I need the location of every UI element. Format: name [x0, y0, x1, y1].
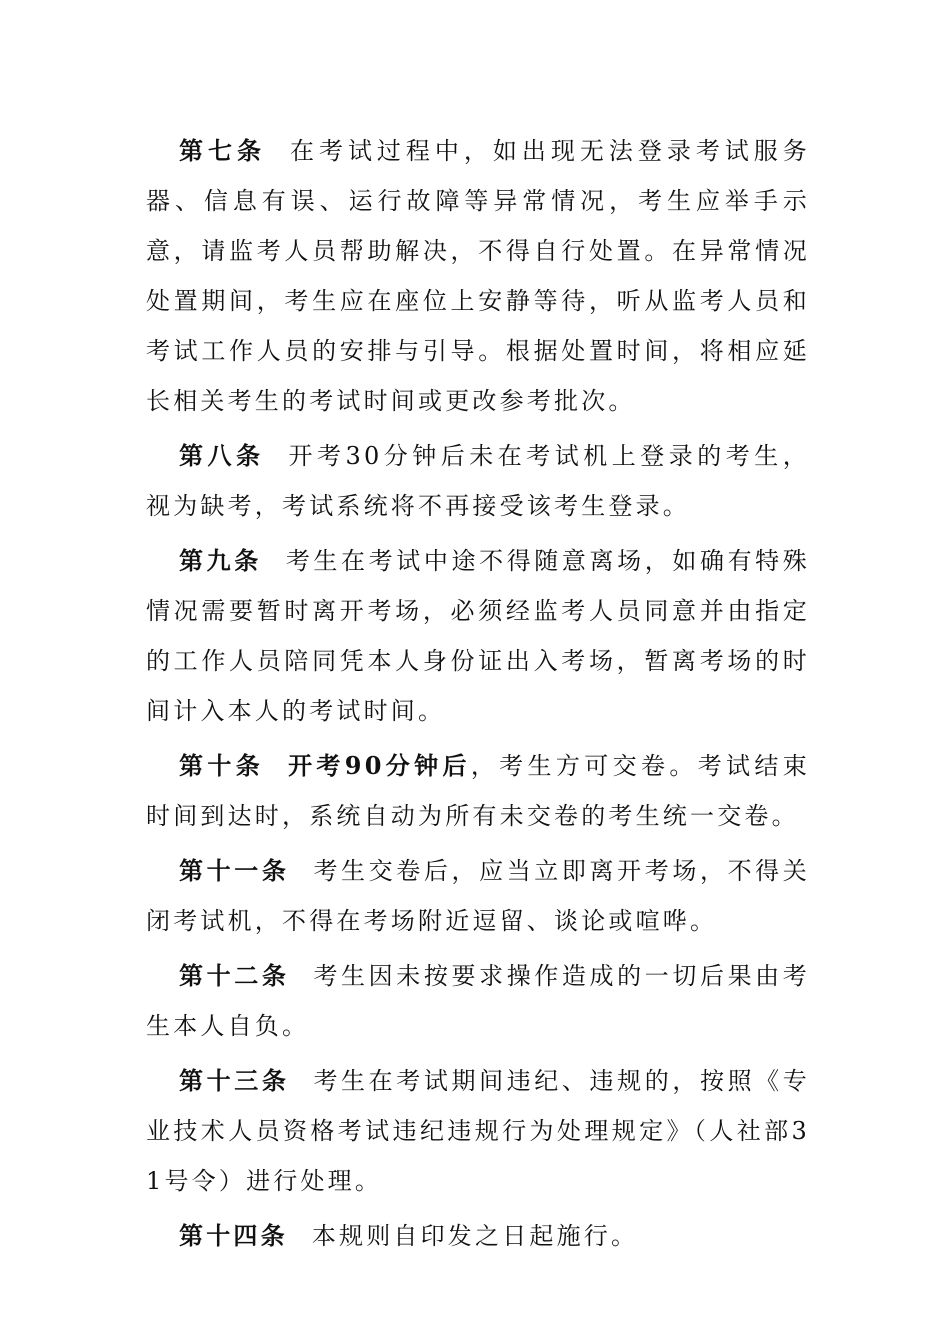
article-text: 考生交卷后，应当立即离开考场，不得关闭考试机，不得在考场附近逗留、谈论或喧哗。 [146, 857, 810, 935]
article-7 [146, 126, 810, 426]
article-12 [146, 951, 810, 1051]
article-number: 第八条 [179, 441, 265, 470]
article-text: 考生因未按要求操作造成的一切后果由考生本人自负。 [146, 962, 810, 1040]
article-text: 在考试过程中，如出现无法登录考试服务器、信息有误、运行故障等异常情况，考生应举手示意，请监考人员帮助解决，不得自行处置。在异常情况处置期间，考生应在座位上安静等待，听从监考人员和考试工作人员的安排与引导。根据处置时间，将相应延长相关考生的考试时间或更改参考批次。 [146, 137, 810, 415]
article-text: 本规则自印发之日起施行。 [311, 1222, 639, 1250]
article-number: 第十三条 [179, 1066, 290, 1095]
article-text: ，考生方可交卷。考试结束时间到达时，系统自动为所有未交卷的考生统一交卷。 [146, 752, 810, 830]
article-number: 第十条 [179, 751, 265, 780]
article-number: 第九条 [179, 546, 262, 575]
article-text: 考生在考试期间违纪、违规的，按照《专业技术人员资格考试违纪违规行为处理规定》（人社部31号令）进行处理。 [146, 1067, 810, 1195]
article-text: 考生在考试中途不得随意离场，如确有特殊情况需要暂时离开考场，必须经监考人员同意并由指定的工作人员陪同凭本人身份证出入考场，暂离考场的时间计入本人的考试时间。 [146, 547, 810, 725]
article-11 [146, 846, 810, 946]
article-14 [146, 1211, 810, 1261]
article-text: 开考30分钟后未在考试机上登录的考生，视为缺考，考试系统将不再接受该考生登录。 [146, 442, 810, 520]
article-bold-lead: 开考90分钟后 [288, 751, 471, 780]
article-number: 第十二条 [179, 961, 290, 990]
article-13 [146, 1056, 810, 1206]
article-9 [146, 536, 810, 736]
article-number: 第七条 [179, 136, 266, 165]
article-number: 第十一条 [179, 856, 290, 885]
article-10 [146, 741, 810, 841]
document-body [146, 126, 810, 1266]
article-8 [146, 431, 810, 531]
article-number: 第十四条 [179, 1221, 288, 1250]
